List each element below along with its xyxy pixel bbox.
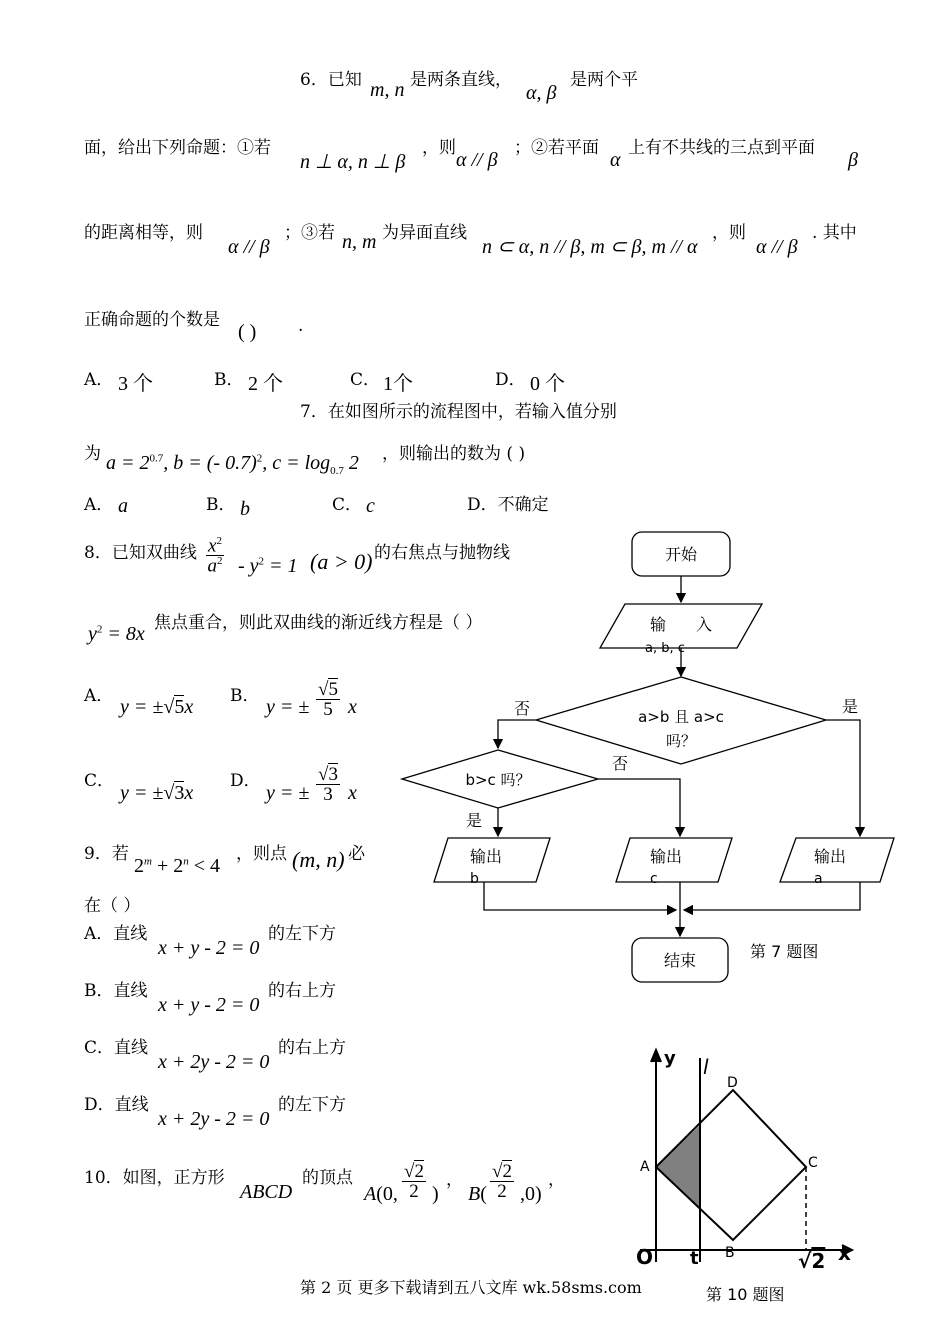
q9-option: 的左下方: [278, 1095, 346, 1115]
q8-math: $y^2 = 8x$: [88, 623, 145, 645]
q9-text: 必: [348, 844, 365, 864]
q6-text: .: [298, 316, 304, 336]
flow-input-label: 入: [696, 615, 713, 634]
q8-option: A．: [84, 686, 114, 706]
q9-option-math: x + y - 2 = 0: [158, 937, 260, 959]
q6-text: 正确命题的个数是: [84, 310, 220, 330]
point-d-label: D: [727, 1075, 738, 1091]
y-axis-label: y: [664, 1048, 676, 1069]
q10-math: ): [432, 1183, 439, 1205]
q8-option-math: y = ±: [266, 782, 310, 804]
q6-math: α // β: [228, 236, 270, 258]
flow-yes-label: 是: [466, 811, 483, 830]
q9-text: 9．若: [84, 844, 129, 864]
flow-no-label: 否: [612, 754, 629, 773]
q7-text: ，则输出的数为 ( ): [382, 444, 526, 464]
q7-option: C．: [332, 495, 363, 515]
q8-text: 8．已知双曲线: [84, 543, 197, 563]
q10-fraction: $\frac{√2}{2}$: [492, 1161, 512, 1202]
q10-text: 10．如图，正方形: [84, 1168, 225, 1188]
q6-math: n, m: [342, 231, 377, 253]
line-l-label: l: [703, 1055, 709, 1079]
q6-text: 为异面直线: [382, 223, 467, 243]
q8-option-math: x: [348, 696, 357, 718]
q10-text: ，: [446, 1170, 463, 1190]
q6-option: B．: [214, 370, 244, 390]
sqrt2-label: √2: [798, 1249, 826, 1273]
flow-output-c-value: c: [650, 871, 658, 887]
q6-option-value: 3 个: [118, 373, 153, 395]
x-axis-label: x: [838, 1241, 851, 1265]
q7-option: D．不确定: [467, 495, 549, 515]
q6-text: 是两条直线，: [410, 70, 512, 90]
q9-option-math: x + 2y - 2 = 0: [158, 1108, 270, 1130]
q6-text: ，则: [712, 223, 746, 243]
q7-math: $a = 2^{0.7}$, b = (- 0.7)$^2$, $c = \log_{0.7} 2$: [106, 452, 359, 477]
q6-math: n ⊂ α, n // β, m ⊂ β, m // α: [482, 236, 698, 258]
q6-math: β: [848, 149, 858, 171]
q6-option-value: 2 个: [248, 373, 283, 395]
flow-start-label: 开始: [664, 545, 698, 564]
q10-math: A(0,: [364, 1183, 398, 1205]
q6-text: 面，给出下列命题：①若: [84, 138, 271, 158]
flow-input-label: 输: [650, 615, 667, 634]
flow-output-b-label: 输出: [470, 847, 503, 866]
q8-option-math: x: [348, 782, 357, 804]
q9-option: C．直线: [84, 1038, 149, 1058]
q6-option-value: 1个: [383, 373, 413, 395]
q8-option-fraction: $\frac{√3}{3}$: [318, 764, 338, 805]
q6-math: α // β: [756, 236, 798, 258]
flow-cond1-label: 吗？: [665, 732, 697, 750]
q6-math: m, n: [370, 79, 405, 101]
point-a-label: A: [640, 1159, 650, 1175]
q9-option-math: x + y - 2 = 0: [158, 994, 260, 1016]
q6-math: α: [610, 149, 621, 171]
figure-10-graph: [636, 1048, 852, 1304]
q9-option: 的右上方: [278, 1038, 346, 1058]
q10-math: B(: [468, 1183, 487, 1205]
q8-option-math: y = ±√5x: [120, 696, 194, 718]
shaded-region: [656, 1125, 700, 1210]
q6-option: D．: [495, 370, 526, 390]
q10-text: ，: [548, 1170, 565, 1190]
q8-math: - $y^2 = 1$: [238, 555, 298, 577]
q8-option: D．: [230, 771, 261, 791]
q7-text: 7．在如图所示的流程图中，若输入值分别: [300, 402, 617, 422]
q8-math: (a > 0): [310, 549, 373, 574]
flow-no-label: 否: [514, 699, 531, 718]
figure-10-caption: 第 10 题图: [706, 1285, 785, 1304]
q6-text: 的距离相等，则: [84, 223, 203, 243]
flow-input-values: a, b, c: [645, 641, 685, 656]
flow-output-a-label: 输出: [814, 847, 847, 866]
q6-text: . 其中: [812, 223, 857, 243]
q8-option: B．: [230, 686, 260, 706]
q9-option: A．直线: [84, 924, 148, 944]
q6-text: ；②若平面: [514, 138, 599, 158]
q8-option-fraction: $\frac{√5}{5}$: [318, 679, 338, 720]
flow-cond1-label: a>b 且 a>c: [638, 708, 724, 726]
q9-math: $2^m + 2^n < 4$: [134, 855, 221, 877]
q6-text: 上有不共线的三点到平面: [628, 138, 815, 158]
q8-option: C．: [84, 771, 115, 791]
q7-text: 为: [84, 444, 101, 464]
flow-cond2-label: b>c 吗？: [465, 771, 531, 789]
q10-fraction: $\frac{√2}{2}$: [404, 1161, 424, 1202]
q9-option: B．直线: [84, 981, 148, 1001]
q6-option: A．: [84, 370, 114, 390]
point-c-label: C: [808, 1155, 818, 1171]
flow-end-label: 结束: [663, 951, 697, 970]
q9-option-math: x + 2y - 2 = 0: [158, 1051, 270, 1073]
t-label: t: [690, 1248, 699, 1269]
q6-paren: ( ): [238, 321, 257, 343]
q9-option: 的右上方: [268, 981, 336, 1001]
point-b-label: B: [725, 1245, 735, 1261]
flow-output-c-label: 输出: [650, 847, 683, 866]
q6-math: α // β: [456, 149, 498, 171]
q6-option-value: 0 个: [530, 373, 565, 395]
flow-output-a-value: a: [814, 871, 823, 887]
q8-fraction: $\frac{x^2}{a^2}$: [207, 535, 223, 577]
q8-text: 的右焦点与抛物线: [374, 543, 510, 563]
page-footer: 第 2 页 更多下载请到五八文库 wk.58sms.com: [300, 1278, 642, 1297]
q6-text: ；③若: [284, 223, 335, 243]
q6-text: 是两个平: [570, 70, 638, 90]
q8-text: 焦点重合，则此双曲线的渐近线方程是（ ）: [154, 613, 483, 633]
flow-output-b-value: b: [470, 871, 479, 887]
flow-yes-label: 是: [842, 697, 859, 716]
q10-text: 的顶点: [302, 1168, 353, 1188]
q8-option-math: y = ±√3x: [120, 782, 194, 804]
flow-caption: 第 7 题图: [750, 942, 819, 961]
origin-label: O: [636, 1245, 654, 1269]
q10-math: ,0): [520, 1183, 542, 1205]
q6-text: ，则: [422, 138, 456, 158]
q9-option: D．直线: [84, 1095, 149, 1115]
q10-math: ABCD: [240, 1181, 293, 1203]
q6-math: α, β: [526, 82, 557, 104]
q9-option: 的左下方: [268, 924, 336, 944]
q9-math: (m, n): [292, 847, 345, 872]
q6-option: C．: [350, 370, 381, 390]
q6-text: 6．已知: [300, 70, 362, 90]
q7-option: A．: [84, 495, 114, 515]
q6-math: n ⊥ α, n ⊥ β: [300, 151, 406, 173]
q7-option-value: a: [118, 495, 128, 517]
q9-text: ，则点: [236, 844, 287, 864]
q7-option-value: c: [366, 495, 375, 517]
q7-option-value: b: [240, 498, 250, 520]
q7-option: B．: [206, 495, 236, 515]
q8-option-math: y = ±: [266, 696, 310, 718]
q9-text: 在（ ）: [84, 896, 141, 916]
